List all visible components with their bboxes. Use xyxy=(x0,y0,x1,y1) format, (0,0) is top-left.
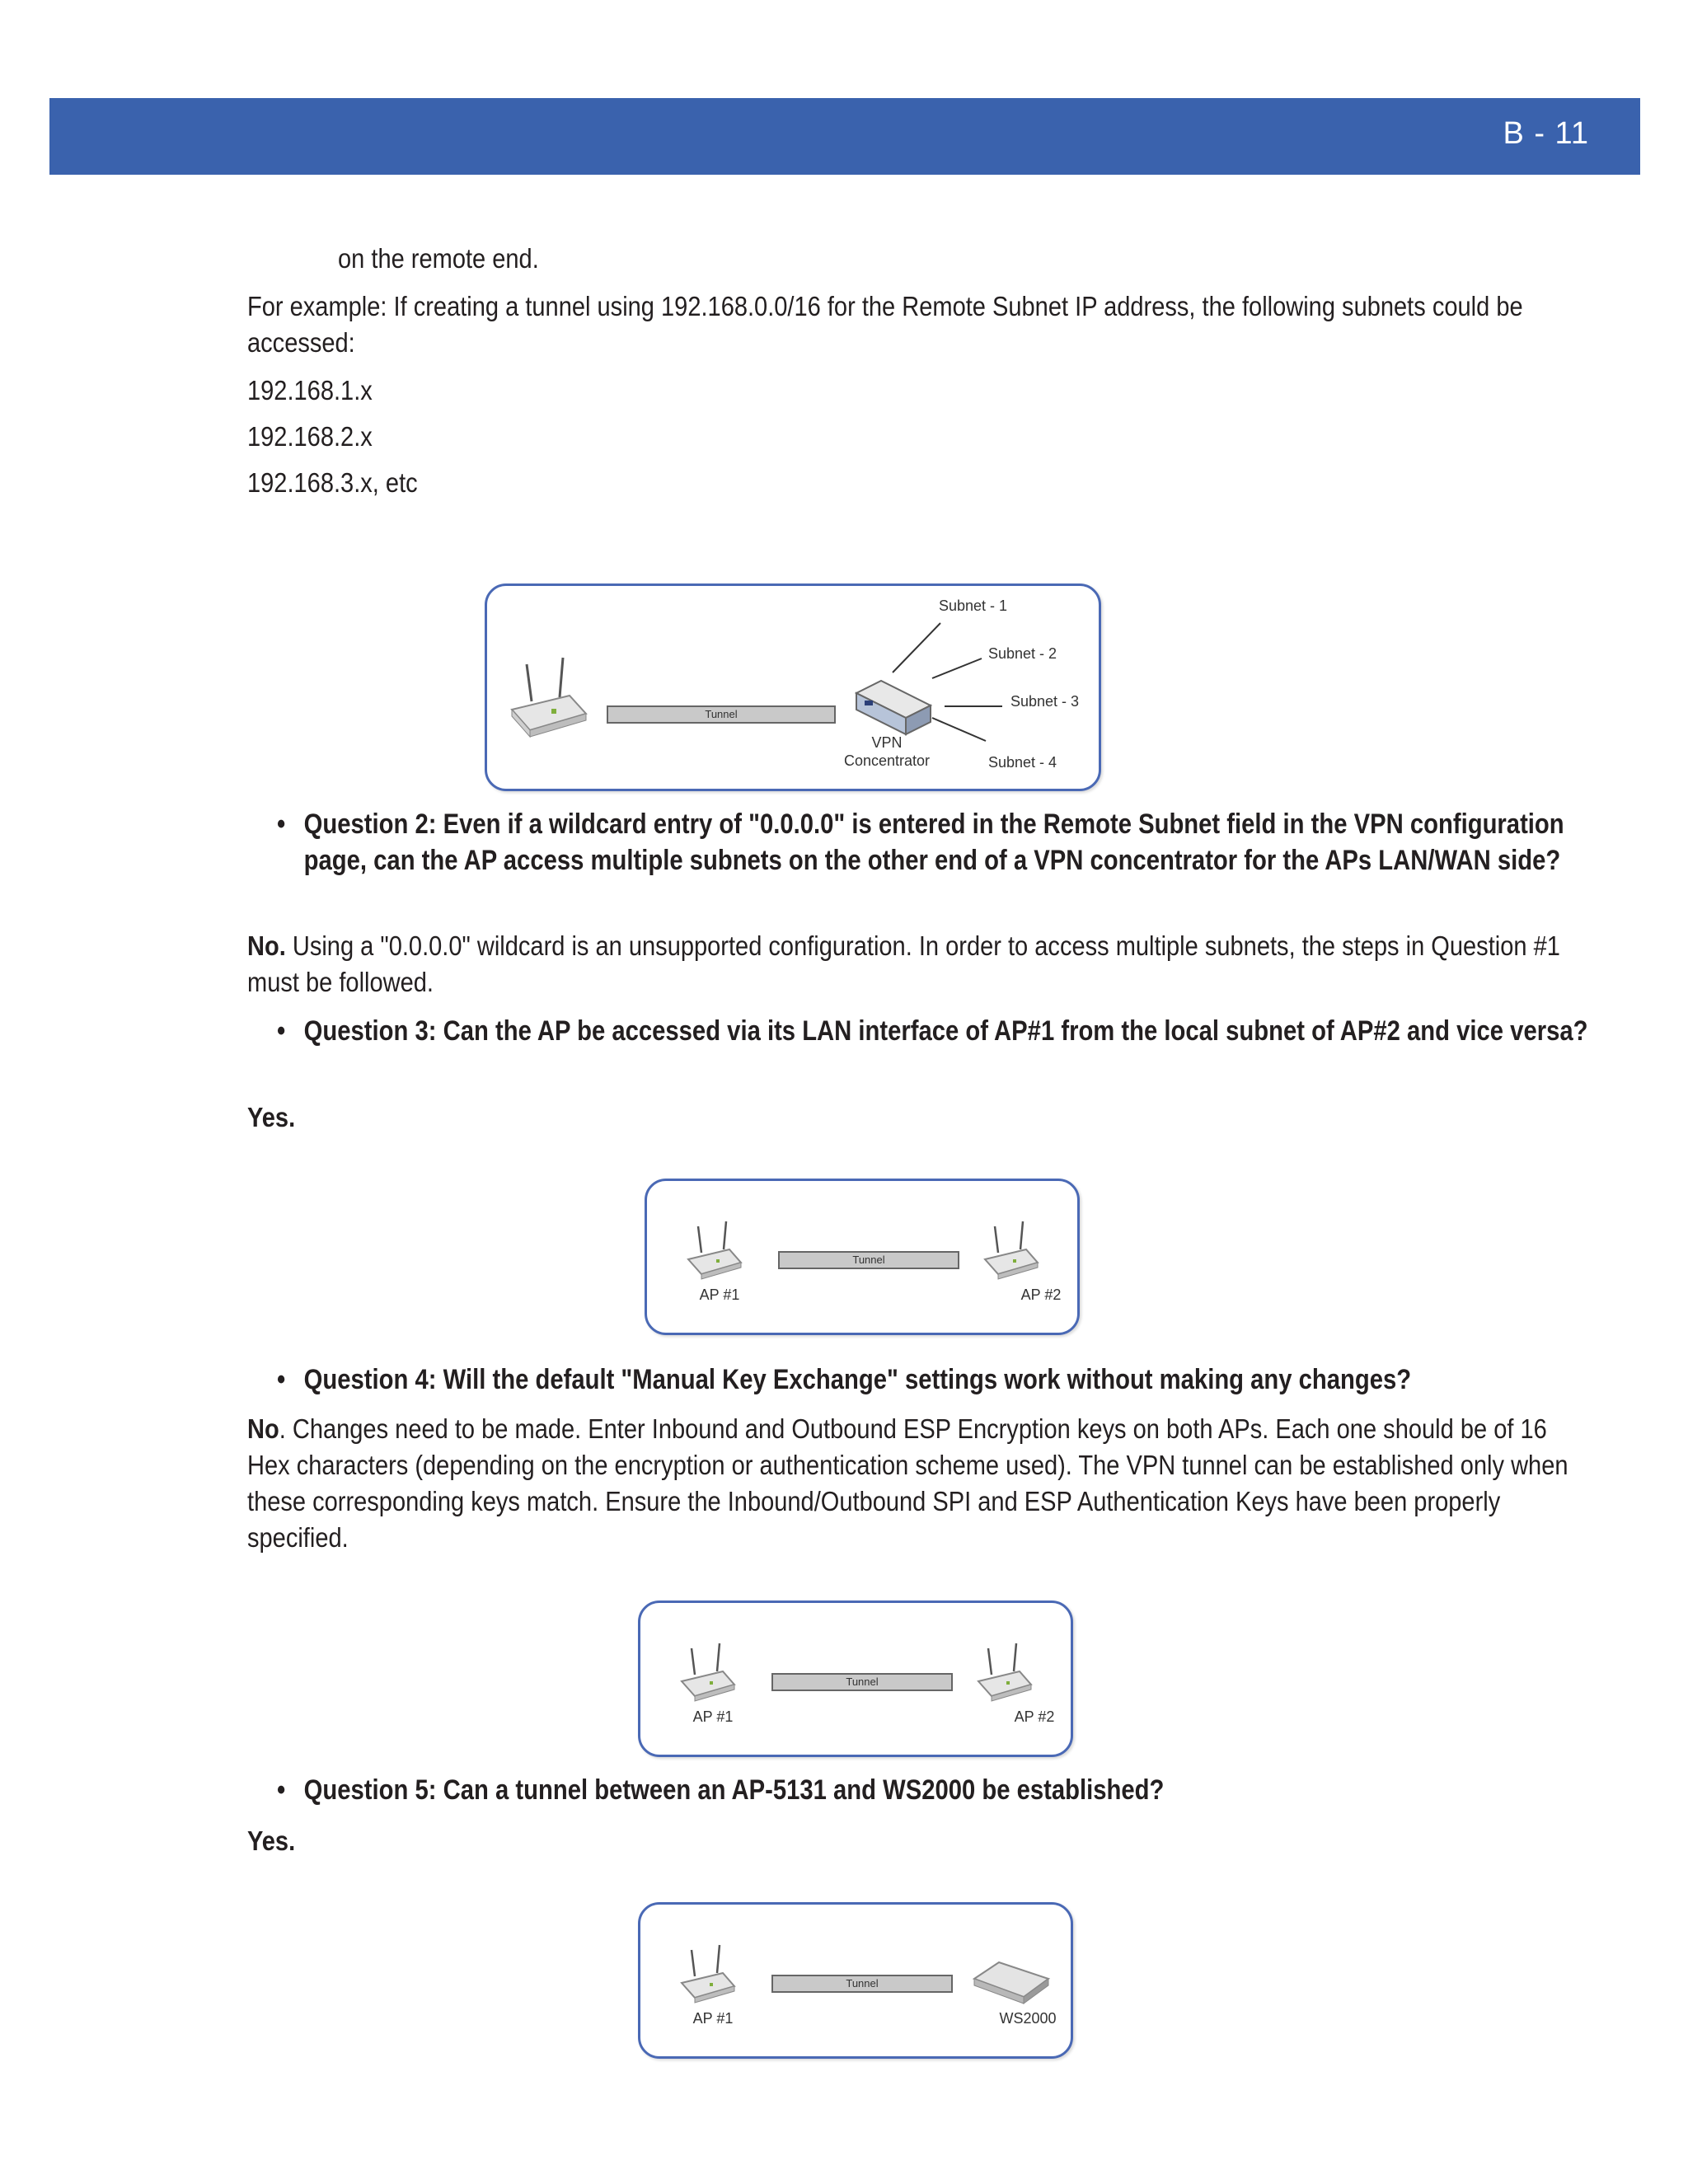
tunnel-label: Tunnel xyxy=(705,708,738,720)
bullet: • xyxy=(277,808,286,840)
answer-lead: No xyxy=(247,1413,279,1444)
ap-to-ap-tunnel-diagram xyxy=(645,1179,1080,1335)
ap2-label: AP #2 xyxy=(1020,1286,1062,1303)
subnet-label: Subnet - 1 xyxy=(939,598,1008,614)
vpn-concentrator-diagram xyxy=(485,583,1101,791)
subnet-item: 192.168.1.x xyxy=(247,375,373,405)
tunnel-label: Tunnel xyxy=(846,1675,879,1688)
answer-3: Yes. xyxy=(247,1102,296,1132)
subnet-label: Subnet - 2 xyxy=(988,645,1057,662)
access-point-icon xyxy=(688,1221,741,1279)
page-number: B - 11 xyxy=(1503,116,1589,151)
subnet-label: Subnet - 4 xyxy=(988,754,1057,771)
access-point-icon xyxy=(985,1221,1038,1279)
bullet: • xyxy=(277,1015,286,1047)
answer-lead: No. xyxy=(247,930,286,961)
tunnel-label: Tunnel xyxy=(852,1254,885,1266)
question-4 xyxy=(277,1361,1610,1398)
vpn-concentrator-icon xyxy=(856,681,931,734)
answer-text: . Changes need to be made. Enter Inbound and Outbound ESP Encryption keys on both APs. Each one should be of 16 Hex characters (depending on the encryption or authentication scheme used). The VPN tunnel can be established only when these corresponding keys match. Ensure the Inbound/Outbound SPI and ESP Authentication Keys have been properly specified. xyxy=(247,1413,1568,1553)
access-point-icon xyxy=(682,1643,734,1701)
answer-5: Yes. xyxy=(247,1825,296,1856)
example-paragraph: For example: If creating a tunnel using 192.168.0.0/16 for the Remote Subnet IP address, the following subnets could be accessed: xyxy=(247,291,1523,358)
ap1-label: AP #1 xyxy=(692,2010,734,2027)
continuation-text: on the remote end. xyxy=(338,243,539,274)
access-point-icon xyxy=(512,658,586,737)
bullet: • xyxy=(277,1774,286,1806)
answer-text: Using a "0.0.0.0" wildcard is an unsupported configuration. In order to access multiple subnets, the steps in Question #1 must be followed. xyxy=(247,930,1560,997)
page-header-bar xyxy=(49,98,1640,175)
question-text: Question 4: Will the default "Manual Key Exchange" settings work without making any changes? xyxy=(303,1364,1412,1395)
ap-to-ap-tunnel-diagram xyxy=(638,1601,1073,1757)
concentrator-label-line2: Concentrator xyxy=(843,752,931,769)
access-point-icon xyxy=(682,1945,734,2003)
ap1-label: AP #1 xyxy=(692,1708,734,1725)
answer-4 xyxy=(247,1411,1582,1556)
subnet-item: 192.168.3.x, etc xyxy=(247,467,418,498)
question-text: Question 5: Can a tunnel between an AP-5131 and WS2000 be established? xyxy=(303,1774,1165,1806)
subnet-item: 192.168.2.x xyxy=(247,421,373,452)
ap2-label: AP #2 xyxy=(1014,1708,1055,1725)
access-point-icon xyxy=(978,1643,1031,1701)
question-5 xyxy=(277,1772,1610,1808)
tunnel-label: Tunnel xyxy=(846,1977,879,1990)
ap1-label: AP #1 xyxy=(699,1286,740,1303)
question-3 xyxy=(277,1013,1610,1049)
switch-icon xyxy=(974,1962,1048,2004)
question-2 xyxy=(277,806,1610,879)
ap-to-ws2000-tunnel-diagram xyxy=(638,1902,1073,2059)
answer-2 xyxy=(247,928,1582,1001)
question-text: Question 3: Can the AP be accessed via its LAN interface of AP#1 from the local subnet of AP#2 and vice versa? xyxy=(303,1015,1588,1047)
ws2000-label: WS2000 xyxy=(999,2010,1057,2027)
subnet-label: Subnet - 3 xyxy=(1010,693,1080,710)
question-text: Question 2: Even if a wildcard entry of "0.0.0.0" is entered in the Remote Subnet field in the VPN configuration page, can the AP access multiple subnets on the other end of a VPN concentrator for the APs LAN/WAN side? xyxy=(303,808,1564,876)
concentrator-label-line1: VPN xyxy=(871,734,903,751)
bullet: • xyxy=(277,1364,286,1395)
